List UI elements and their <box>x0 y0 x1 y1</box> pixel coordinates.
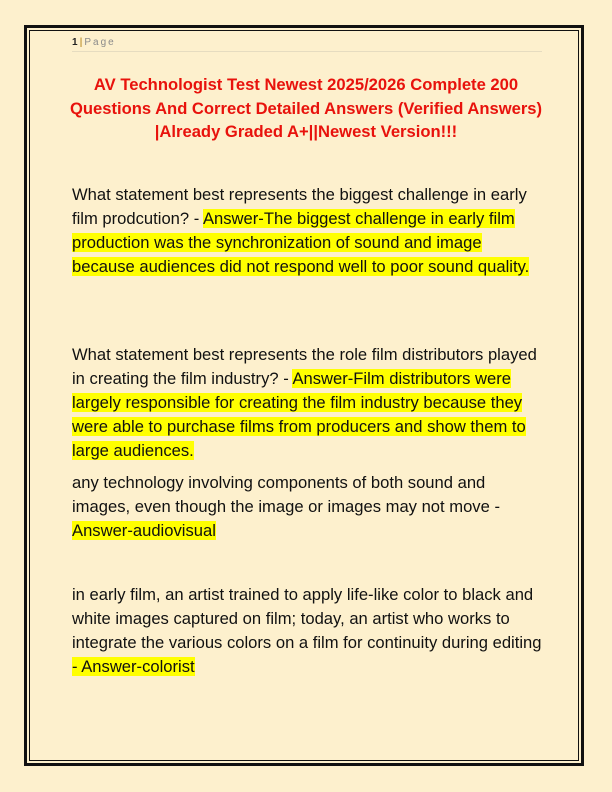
qa-item <box>72 583 547 679</box>
answer-text: Answer-audiovisual <box>72 521 216 540</box>
answer-text: Answer-The biggest challenge in early film production was the synchronization of sound and image because audiences did not respond well to poor sound quality. <box>72 209 530 276</box>
page-header <box>72 36 542 52</box>
answer-text: Answer-Film distributors were largely responsible for creating the film industry because they were able to purchase films from producers and show them to large audiences. <box>72 369 526 460</box>
answer-text: - Answer-colorist <box>72 657 195 676</box>
page-separator: | <box>79 37 83 48</box>
qa-item <box>72 471 547 543</box>
question-text: What statement best represents the biggest challenge in early film prodcution? - <box>72 185 527 228</box>
page-number: 1 <box>72 37 78 48</box>
question-text: What statement best represents the role film distributors played in creating the film industry? - <box>72 345 537 388</box>
question-text: any technology involving components of both sound and images, even though the image or images may not move - <box>72 473 500 516</box>
question-text: in early film, an artist trained to apply life-like color to black and white images captured on film; today, an artist who works to integrate the various colors on a film for continuity during editing <box>72 585 542 652</box>
page-label: Page <box>84 37 116 48</box>
document-title: AV Technologist Test Newest 2025/2026 Complete 200 Questions And Correct Detailed Answers (Verified Answers) |Already Graded A+||Newest Version!!! <box>69 75 543 141</box>
qa-item <box>72 343 547 463</box>
qa-item <box>72 183 547 279</box>
